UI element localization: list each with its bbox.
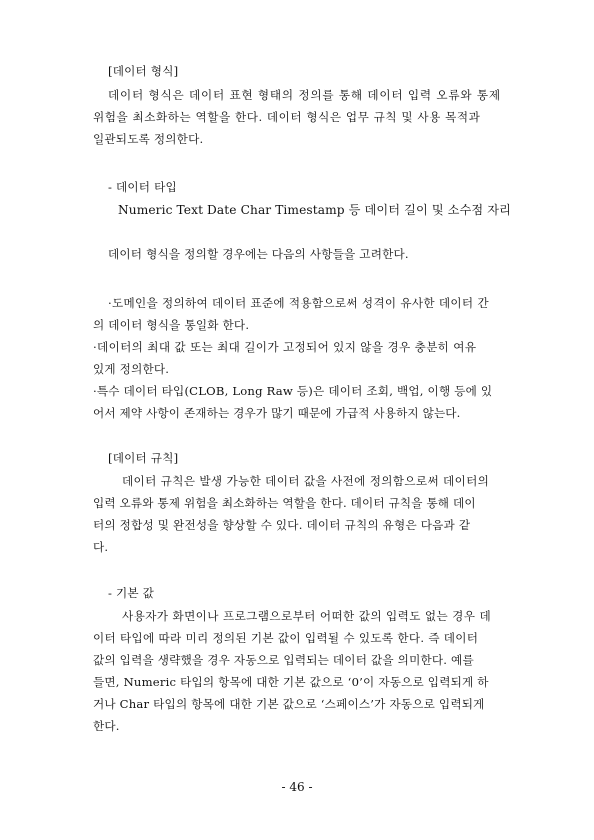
bullet-line: 의 데이터 형식을 통일화 한다. (93, 318, 250, 332)
paragraph-line: 일관되도록 정의한다. (93, 132, 204, 146)
section-heading-data-rule: [데이터 규칙] (108, 451, 179, 465)
paragraph-line: 위험을 최소화하는 역할을 한다. 데이터 형식은 업무 규칙 및 사용 목적과 (93, 110, 481, 124)
paragraph-line: 거나 Char 타입의 항목에 대한 기본 값으로 ‘스페이스’가 자동으로 입력되게 (93, 697, 485, 711)
bullet-line: 있게 정의한다. (93, 362, 170, 376)
page-number: - 46 - (281, 780, 313, 794)
bullet-line: ·데이터의 최대 값 또는 최대 길이가 고정되어 있지 않을 경우 충분히 여유 (93, 340, 477, 354)
paragraph-line: 터의 정합성 및 완전성을 향상할 수 있다. 데이터 규칙의 유형은 다음과 같 (93, 518, 471, 532)
paragraph-line: 이터 타입에 따라 미리 정의된 기본 값이 입력될 수 있도록 한다. 즉 데이터 (93, 631, 479, 645)
paragraph-line: 들면, Numeric 타입의 항목에 대한 기본 값으로 ‘0’이 자동으로 입력되게 하 (93, 675, 489, 689)
paragraph-line: 사용자가 화면이나 프로그램으로부터 어떠한 값의 입력도 없는 경우 데 (122, 609, 492, 623)
subheading-data-type: - 데이터 타입 (108, 180, 177, 194)
paragraph-line: 값의 입력을 생략했을 경우 자동으로 입력되는 데이터 값을 의미한다. 예를 (93, 653, 474, 667)
section-heading-data-format: [데이터 형식] (108, 64, 179, 78)
consider-intro: 데이터 형식을 정의할 경우에는 다음의 사항들을 고려한다. (108, 247, 409, 261)
paragraph-line: 다. (93, 540, 109, 554)
bullet-line: 어서 제약 사항이 존재하는 경우가 많기 때문에 가급적 사용하지 않는다. (93, 406, 461, 420)
bullet-line: ·특수 데이터 타입(CLOB, Long Raw 등)은 데이터 조회, 백업, 이행 등에 있 (93, 384, 493, 398)
paragraph-line: 데이터 규칙은 발생 가능한 데이터 값을 사전에 정의함으로써 데이터의 (122, 474, 490, 488)
paragraph-line: 데이터 형식은 데이터 표현 형태의 정의를 통해 데이터 입력 오류와 통제 (108, 88, 501, 102)
subheading-default-value: - 기본 값 (108, 586, 155, 600)
bullet-line: ·도메인을 정의하여 데이터 표준에 적용함으로써 성격이 유사한 데이터 간 (108, 296, 489, 310)
data-type-list: Numeric Text Date Char Timestamp 등 데이터 길이 및 소수점 자리 (118, 203, 512, 217)
paragraph-line: 입력 오류와 통제 위험을 최소화하는 역할을 한다. 데이터 규칙을 통해 데이 (93, 496, 476, 510)
paragraph-line: 한다. (93, 719, 120, 733)
